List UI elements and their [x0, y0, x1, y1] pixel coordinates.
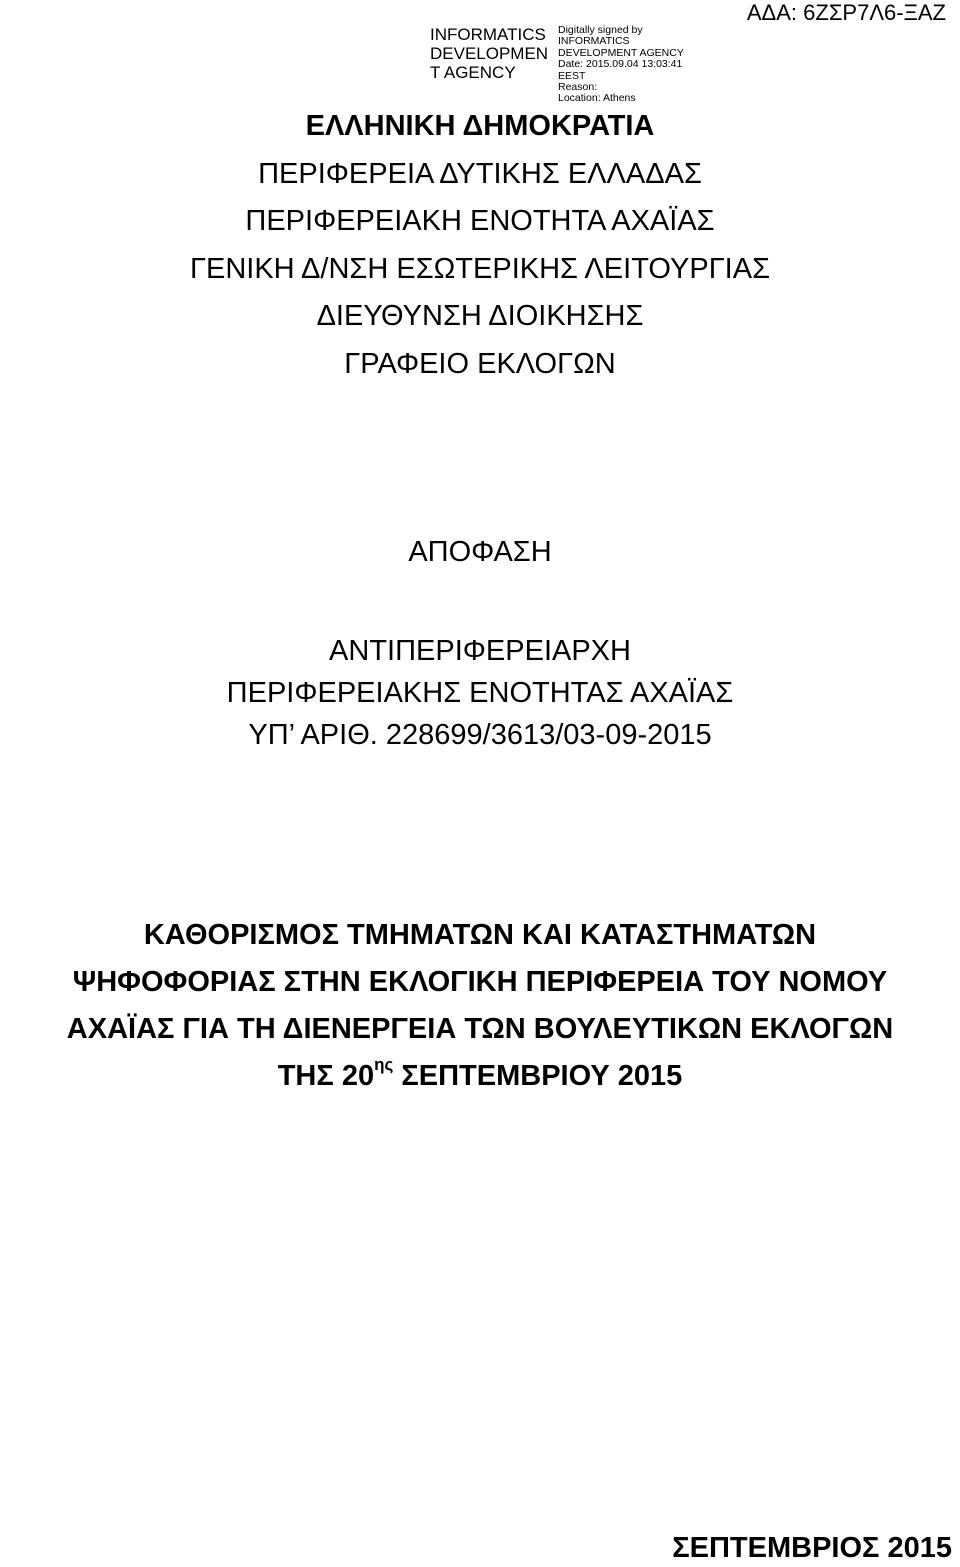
ada-code: ΑΔΑ: 6ΖΣΡ7Λ6-ΞΑΖ [746, 0, 946, 25]
subject-line: ΨΗΦΟΦΟΡΙΑΣ ΣΤΗΝ ΕΚΛΟΓΙΚΗ ΠΕΡΙΦΕΡΕΙΑ ΤΟΥ ΝΟΜΟΥ [72, 966, 888, 998]
decision-issuer-line: ΑΝΤΙΠΕΡΙΦΕΡΕΙΑΡΧΗ [329, 635, 631, 667]
signature-org-line: T AGENCY [430, 63, 516, 82]
signature-detail-line: Digitally signed by [558, 24, 643, 36]
digital-signature-organization [430, 25, 548, 82]
decision-subject [0, 912, 960, 1100]
signature-org-line: INFORMATICS [430, 25, 546, 44]
subject-date-suffix: ΣΕΠΤΕΜΒΡΙΟΥ 2015 [393, 1060, 683, 1092]
signature-detail-line: EEST [558, 69, 586, 82]
signature-detail-line: Location: Athens [558, 92, 636, 105]
signature-detail-line: Reason: [558, 81, 598, 94]
header-line-directorate: ΔΙΕΥΘΥΝΣΗ ΔΙΟΙΚΗΣΗΣ [316, 300, 644, 332]
header-line-directorate-general: ΓΕΝΙΚΗ Δ/ΝΣΗ ΕΣΩΤΕΡΙΚΗΣ ΛΕΙΤΟΥΡΓΙΑΣ [190, 252, 770, 285]
digital-signature-details [558, 25, 684, 105]
document-header [0, 103, 960, 388]
decision-issuer [0, 630, 960, 756]
subject-date-prefix: ΤΗΣ 20 [277, 1060, 375, 1092]
header-line-republic: ΕΛΛΗΝΙΚΗ ΔΗΜΟΚΡΑΤΙΑ [305, 110, 655, 142]
signature-detail-line: DEVELOPMENT AGENCY [558, 46, 684, 59]
decision-title: ΑΠΟΦΑΣΗ [408, 536, 552, 568]
header-line-office: ΓΡΑΦΕΙΟ ΕΚΛΟΓΩΝ [344, 347, 616, 380]
signature-detail-line: Date: 2015.09.04 13:03:41 [558, 58, 683, 71]
signature-org-line: DEVELOPMEN [430, 44, 549, 63]
signature-detail-line: INFORMATICS [558, 35, 630, 48]
subject-line: ΚΑΘΟΡΙΣΜΟΣ ΤΜΗΜΑΤΩΝ ΚΑΙ ΚΑΤΑΣΤΗΜΑΤΩΝ [143, 919, 817, 951]
header-line-regional-unit: ΠΕΡΙΦΕΡΕΙΑΚΗ ΕΝΟΤΗΤΑ ΑΧΑΪΑΣ [245, 205, 715, 237]
subject-line-election-date [0, 1053, 960, 1100]
decision-issuer-line: ΠΕΡΙΦΕΡΕΙΑΚΗΣ ΕΝΟΤΗΤΑΣ ΑΧΑΪΑΣ [226, 677, 734, 709]
decision-number: ΥΠ’ ΑΡΙΘ. 228699/3613/03-09-2015 [248, 719, 712, 751]
ordinal-suffix: ης [374, 1055, 394, 1075]
footer-date: ΣΕΠΤΕΜΒΡΙΟΣ 2015 [672, 1532, 952, 1564]
header-line-region: ΠΕΡΙΦΕΡΕΙΑ ΔΥΤΙΚΗΣ ΕΛΛΑΔΑΣ [258, 157, 702, 190]
subject-line: ΑΧΑΪΑΣ ΓΙΑ ΤΗ ΔΙΕΝΕΡΓΕΙΑ ΤΩΝ ΒΟΥΛΕΥΤΙΚΩΝ ΕΚΛΟΓΩΝ [66, 1013, 894, 1045]
